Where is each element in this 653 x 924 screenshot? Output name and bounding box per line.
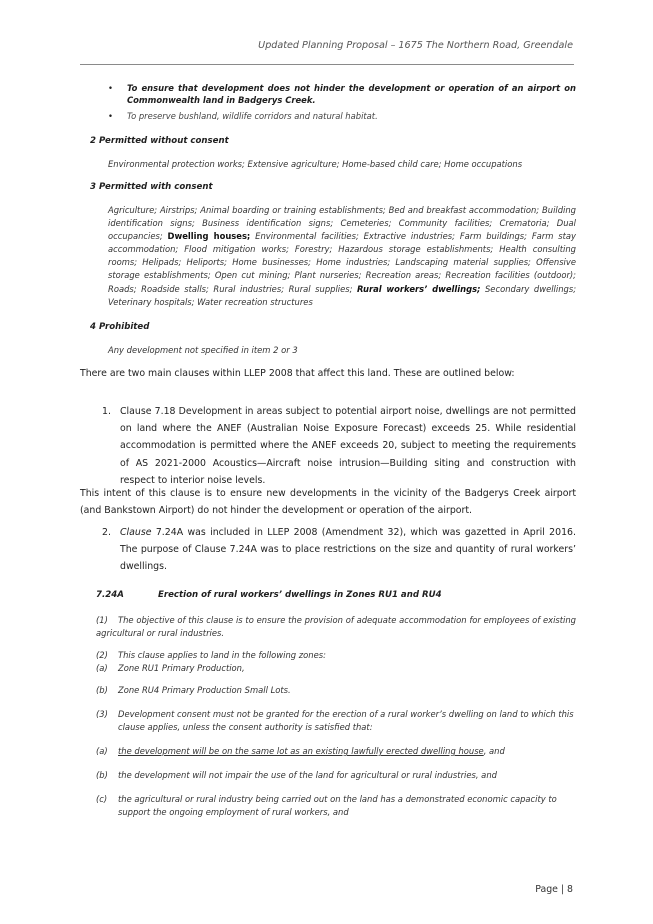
clause724-item [96, 770, 576, 780]
intro-paragraph: There are two main clauses within LLEP 2008 that affect this land. These are outlined below: [80, 368, 515, 379]
clause724-item [96, 793, 576, 818]
clause724-title: Erection of rural workers’ dwellings in Zones RU1 and RU4 [158, 590, 442, 600]
page-number: Page | 8 [535, 884, 573, 895]
prohibited-text: Any development not specified in item 2 or 3 [108, 345, 298, 355]
item-text-underlined: the development will be on the same lot as an existing lawfully erected dwelling house [118, 746, 484, 756]
item-text: Zone RU1 Primary Production, [118, 663, 245, 673]
item-text: Development consent must not be granted for the erection of a rural worker’s dwelling on land to which this clause applies, unless the consent authority is satisfied that: [118, 709, 574, 732]
item-text: the agricultural or rural industry being carried out on the land has a demonstrated economic capacity to support the ongoing employment of rural workers, and [118, 794, 557, 817]
bullet-icon: • [108, 111, 113, 121]
item-text: The objective of this clause is to ensure the provision of adequate accommodation for employees of existing agricultural or rural industries. [96, 615, 576, 638]
uses-part-3: Secondary dwellings; Veterinary hospitals; Water recreation structures [108, 283, 577, 307]
permitted-without-consent-heading: 2 Permitted without consent [90, 136, 229, 146]
permitted-with-consent-heading: 3 Permitted with consent [90, 182, 213, 192]
item-label: (1) [96, 615, 108, 625]
item-label: (b) [96, 770, 108, 780]
item-text: This clause applies to land in the following zones: [118, 650, 326, 660]
list-item [108, 82, 576, 106]
clause724-item [96, 746, 576, 756]
item-label: (3) [96, 709, 108, 719]
bullet-icon: • [108, 83, 113, 93]
clause1-text: Clause 7.18 Development in areas subject to potential airport noise, dwellings are not permitted on land where the ANEF (Australian Noise Exposure Forecast) exceeds 25. While residential accommodation is permitted where the ANEF exceeds 20, subject to meeting the requirements of AS 2021-2000 Acoustics—Aircraft noise intrusion—Building siting and construction with respect to interior noise levels. [120, 406, 576, 486]
permitted-without-consent-text: Environmental protection works; Extensive agriculture; Home-based child care; Home occupations [108, 159, 523, 169]
clause2-italic: Clause [120, 527, 152, 538]
clause724-item [96, 650, 576, 660]
list-item [108, 110, 576, 122]
clause724-number: 7.24A [96, 590, 124, 600]
item-text: the development will not impair the use of the land for agricultural or rural industries, and [118, 770, 497, 780]
uses-part-1: Agriculture; Airstrips; Animal boarding or training establishments; Bed and breakfast accommodation; Building identification signs; Business identification signs; Cemeteries; Community facilities; Crematoria; Dual occupancies; [108, 205, 576, 242]
clause1-number: 1. [102, 406, 111, 417]
clause724-item [96, 685, 576, 695]
uses-part-2: Environmental facilities; Extractive industries; Farm buildings; Farm stay accommodation; Flood mitigation works; Forestry; Hazardous storage establishments; Health consulting rooms; Helipads; Heliports; Home businesses; Home industries; Landscaping material supplies; Offensive storage establishments; Open cut mining; Plant nurseries; Recreation areas; Recreation facilities (outdoor); Roads; Roadside stalls; Rural industries; Rural supplies; [108, 231, 576, 294]
item-label: (b) [96, 685, 108, 695]
prohibited-heading: 4 Prohibited [90, 322, 150, 332]
clause2-text [120, 524, 576, 576]
item-label: (a) [96, 663, 108, 673]
item-label: (2) [96, 650, 108, 660]
item-text: , and [483, 746, 505, 756]
header-divider [80, 64, 574, 65]
clause2-body: 7.24A was included in LLEP 2008 (Amendment 32), which was gazetted in April 2016. The purpose of Clause 7.24A was to place restrictions on the size and quantity of rural workers’ dwellings. [120, 527, 576, 573]
item-label: (a) [96, 746, 108, 756]
objective-text: To ensure that development does not hinder the development or operation of an airport on Commonwealth land in Badgerys Creek. [127, 83, 576, 105]
dwelling-houses-bold: Dwelling houses; [167, 231, 251, 242]
permitted-with-consent-text [108, 204, 576, 309]
rural-workers-dwellings-bold: Rural workers’ dwellings; [357, 283, 481, 294]
page-header: Updated Planning Proposal – 1675 The Northern Road, Greendale [258, 40, 573, 51]
objective-text: To preserve bushland, wildlife corridors and natural habitat. [127, 111, 378, 121]
objectives-list [108, 82, 576, 126]
clause724-item [96, 614, 576, 639]
clause2-number: 2. [102, 527, 111, 538]
item-label: (c) [96, 794, 108, 804]
clause724-item [96, 708, 576, 733]
intent-paragraph: This intent of this clause is to ensure new developments in the vicinity of the Badgerys Creek airport (and Bankstown Airport) do not hinder the development or operation of the airport. [80, 488, 576, 517]
clause724-item [96, 663, 576, 673]
item-text: Zone RU4 Primary Production Small Lots. [118, 685, 291, 695]
